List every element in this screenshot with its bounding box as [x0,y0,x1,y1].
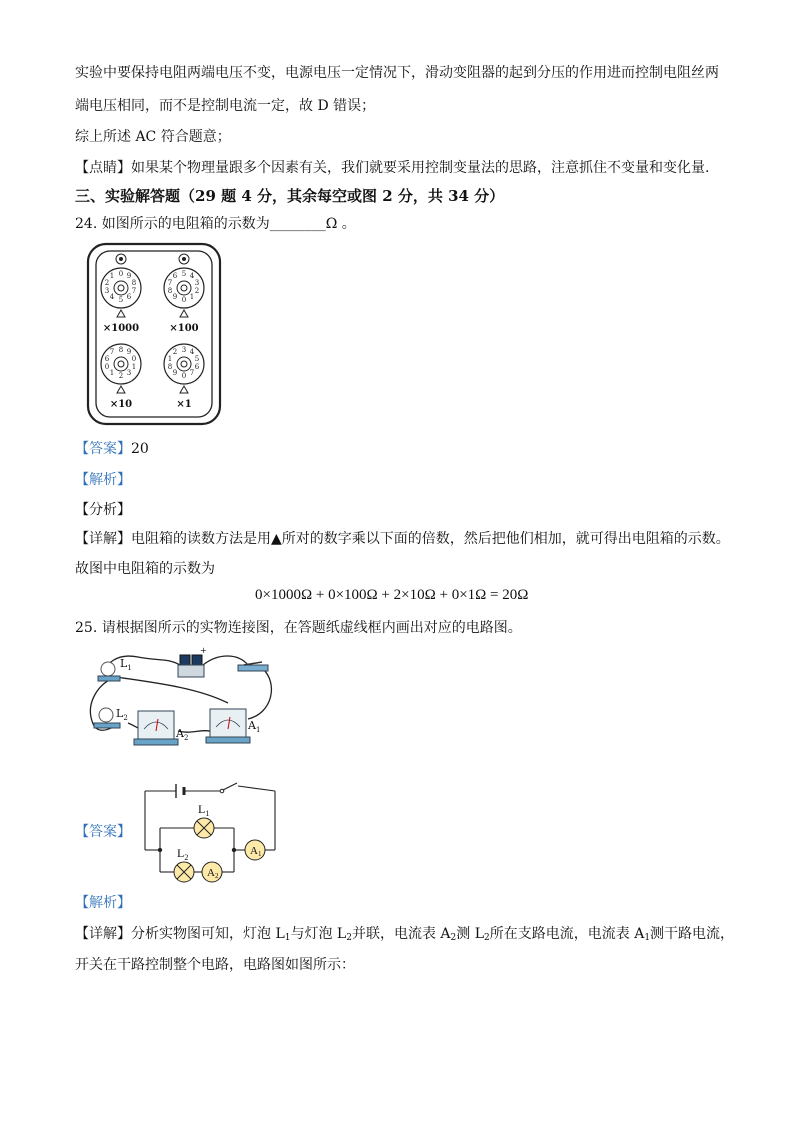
svg-text:6: 6 [104,355,110,363]
intro-line-2: 端电压相同，而不是控制电流一定，故 D 错误； [75,98,376,114]
box-outer [88,244,220,424]
svg-text:0: 0 [118,270,124,278]
svg-text:8: 8 [167,363,173,371]
section-title: 三、实验解答题（29 题 4 分，其余每空或图 2 分，共 34 分） [75,187,505,205]
svg-text:2: 2 [172,348,178,356]
ammeter-a1-symbol [245,840,265,860]
switch-photo [238,662,268,671]
dial-label-1000: ×1000 [102,323,140,334]
photo-label-a1: $A_1$ [248,719,261,734]
intro-line-1: 实验中要保持电阻两端电压不变，电源电压一定情况下，滑动变阻器的起到分压的作用进而控制电阻丝两 [75,65,719,81]
svg-text:3: 3 [181,346,187,354]
svg-text:3: 3 [194,279,200,287]
q24-answer [75,439,149,459]
svg-text:A2: A2 [207,867,219,880]
svg-text:9: 9 [172,293,178,301]
photo-label-l2: $L_2$ [116,707,128,722]
svg-text:5: 5 [118,296,124,304]
svg-text:7: 7 [189,369,195,377]
q24-formula: 0×1000Ω + 0×100Ω + 2×10Ω + 0×1Ω = 20Ω [255,587,529,603]
svg-text:A1: A1 [250,845,262,858]
intro-line-3: 综上所述 AC 符合题意； [75,129,231,145]
svg-text:3: 3 [126,369,132,377]
q25-text: 25. 请根据图所示的实物连接图，在答题纸虚线框内画出对应的电路图。 [75,620,522,636]
svg-text:7: 7 [109,348,115,356]
svg-text:7: 7 [131,287,137,295]
svg-text:0: 0 [104,363,110,371]
battery-photo [178,646,207,677]
dial-label-1: ×1 [176,399,192,410]
dial-label-100: ×100 [169,323,199,334]
circuit-diagram [140,776,285,886]
q25-detail-line-2: 开关在干路控制整个电路，电路图如图所示： [75,957,355,973]
dial-thousands [101,268,141,317]
svg-text:1: 1 [131,363,137,371]
q24-answer-value: 20 [131,441,149,457]
dial-tens [101,344,141,393]
terminal-left [116,254,126,264]
circuit-label-l1: $L_1$ [198,802,210,818]
svg-text:5: 5 [181,270,187,278]
tip-label: 【点睛】 [75,160,131,176]
lamp-l2-symbol [174,862,194,882]
photo-label-a2: $A_2$ [176,727,189,742]
circuit-label-l2: $L_2$ [177,846,189,862]
q24-answer-label: 【答案】 [75,441,131,457]
lamp-l1-symbol [194,818,214,838]
ammeter-a2-symbol [202,862,222,882]
svg-text:4: 4 [189,348,195,356]
svg-text:4: 4 [189,272,195,280]
q24-fenxi-label: 【分析】 [75,502,131,518]
svg-text:1: 1 [109,272,115,280]
photo-label-l1: $L_1$ [120,657,132,672]
q25-analysis-label: 【解析】 [75,895,131,911]
q25-detail-label: 【详解】 [75,926,131,942]
svg-text:6: 6 [126,293,132,301]
svg-text:5: 5 [194,355,200,363]
ammeter-a1-photo [206,709,250,743]
svg-text:1: 1 [167,355,173,363]
svg-text:8: 8 [118,346,124,354]
svg-text:1: 1 [189,293,195,301]
svg-text:7: 7 [167,279,173,287]
dial-label-10: ×10 [109,399,133,410]
terminal-right [179,254,189,264]
q24-text: 24. 如图所示的电阻箱的示数为________Ω 。 [75,216,356,232]
svg-text:0: 0 [131,355,137,363]
svg-text:2: 2 [194,287,200,295]
svg-text:2: 2 [118,372,124,380]
resistance-box-figure [84,242,224,427]
svg-text:8: 8 [131,279,137,287]
svg-text:0: 0 [181,372,187,380]
junction-left [158,848,162,852]
wiring-photo [78,643,278,753]
switch-symbol [220,783,237,793]
lamp-l1-photo [98,662,120,681]
svg-text:6: 6 [172,272,178,280]
battery-symbol [176,784,184,798]
q24-detail-label: 【详解】 [75,531,131,547]
svg-text:0: 0 [181,296,187,304]
dial-hundreds [164,268,204,317]
q24-detail [75,529,730,549]
tip-text: 如果某个物理量跟多个因素有关，我们就要采用控制变量法的思路，注意抓住不变量和变化量. [131,160,710,176]
q24-analysis-label: 【解析】 [75,472,131,488]
svg-text:8: 8 [167,287,173,295]
ammeter-a2-photo [134,711,178,745]
svg-text:+: + [200,646,207,655]
svg-text:1: 1 [109,369,115,377]
svg-text:6: 6 [194,363,200,371]
svg-text:9: 9 [172,369,178,377]
q24-conclusion: 故图中电阻箱的示数为 [75,561,215,577]
q25-answer-label: 【答案】 [75,824,131,840]
dial-ones [164,344,204,393]
svg-text:3: 3 [104,287,110,295]
junction-right [232,848,236,852]
svg-text:9: 9 [126,348,132,356]
q24-detail-text: 电阻箱的读数方法是用▲所对的数字乘以下面的倍数，然后把他们相加，就可得出电阻箱的示数。 [131,531,730,547]
q25-detail: 【详解】分析实物图可知，灯泡 $L_1$与灯泡 $L_2$并联，电流表 $A_2$测 $L_2$所在支路电流，电流表 $A_1$测干路电流， [75,926,735,943]
svg-text:2: 2 [104,279,110,287]
tip-line [75,158,709,178]
svg-text:9: 9 [126,272,132,280]
svg-text:4: 4 [109,293,115,301]
